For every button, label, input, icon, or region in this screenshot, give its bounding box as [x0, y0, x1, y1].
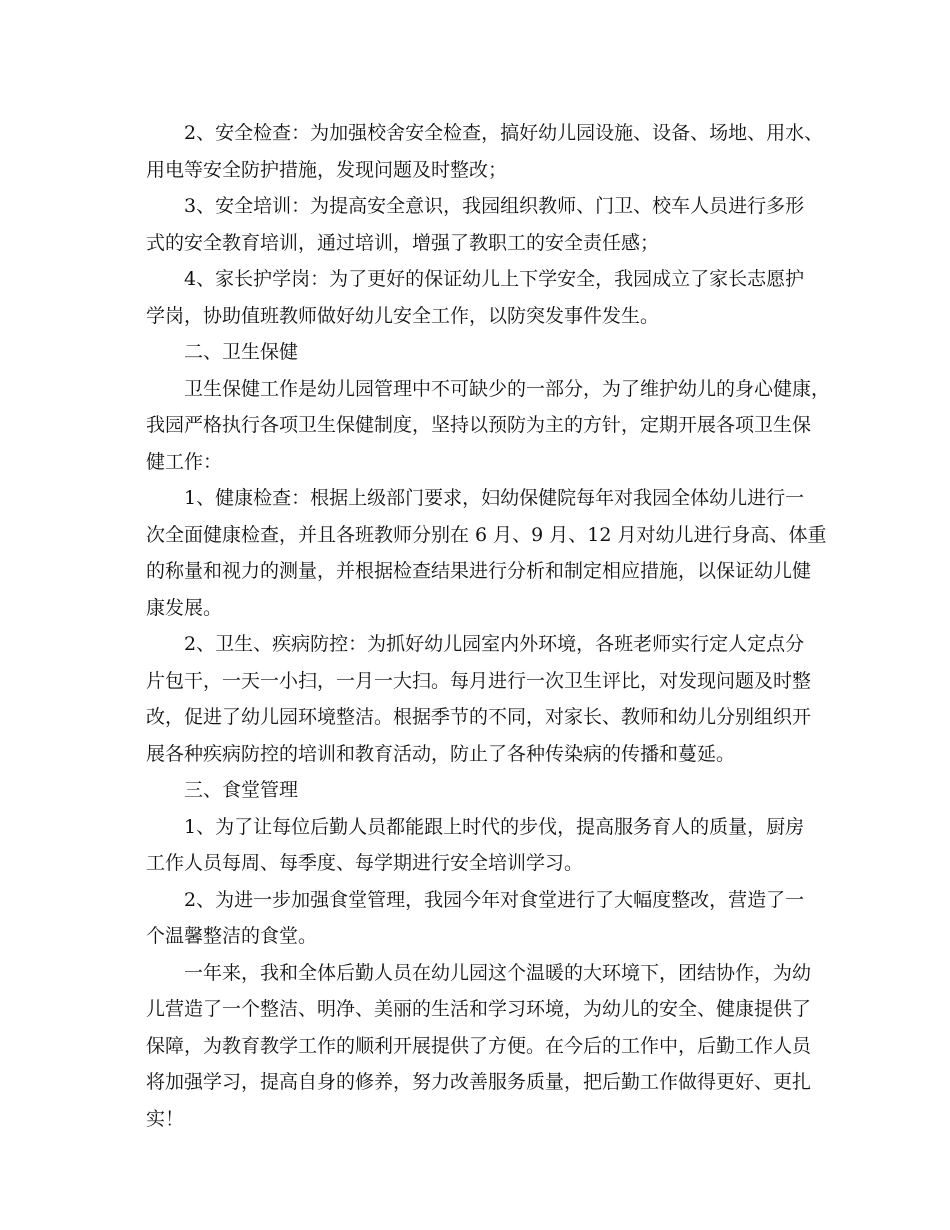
paragraph-canteen-training-line-2: 工作人员每周、每季度、每学期进行安全培训学习。 — [146, 852, 584, 874]
paragraph-summary-line-4: 将加强学习，提高自身的修养，努力改善服务质量，把后勤工作做得更好、更扎 — [146, 1071, 812, 1093]
document-body — [146, 115, 831, 1137]
section-heading-canteen: 三、食堂管理 — [184, 779, 299, 801]
paragraph-canteen-rectify-line-1: 2、为进一步加强食堂管理，我园今年对食堂进行了大幅度整改，营造了一 — [184, 888, 805, 911]
paragraph-parent-guard-line-1: 4、家长护学岗：为了更好的保证幼儿上下学安全，我园成立了家长志愿护 — [184, 268, 805, 290]
paragraph-safety-inspection-line-1: 2、安全检查：为加强校舍安全检查，搞好幼儿园设施、设备、场地、用水、 — [184, 122, 824, 144]
paragraph-health-check-line-1: 1、健康检查：根据上级部门要求，妇幼保健院每年对我园全体幼儿进行一 — [184, 487, 805, 509]
paragraph-disease-control-line-3: 改，促进了幼儿园环境整洁。根据季节的不同，对家长、教师和幼儿分别组织开 — [146, 706, 812, 728]
paragraph-parent-guard-line-2: 学岗，协助值班教师做好幼儿安全工作，以防突发事件发生。 — [146, 304, 660, 327]
paragraph-health-check-line-3: 的称量和视力的测量，并根据检查结果进行分析和制定相应措施，以保证幼儿健 — [146, 560, 812, 582]
paragraph-disease-control-line-4: 展各种疾病防控的培训和教育活动，防止了各种传染病的传播和蔓延。 — [146, 742, 736, 765]
paragraph-health-intro-line-1: 卫生保健工作是幼儿园管理中不可缺少的一部分，为了维护幼儿的身心健康， — [184, 377, 831, 400]
paragraph-summary-line-2: 儿营造了一个整洁、明净、美丽的生活和学习环境，为幼儿的安全、健康提供了 — [146, 998, 812, 1020]
paragraph-health-check-line-4: 康发展。 — [146, 596, 223, 619]
paragraph-disease-control-line-2: 片包干，一天一小扫，一月一大扫。每月进行一次卫生评比，对发现问题及时整 — [146, 669, 812, 692]
paragraph-safety-inspection-line-2: 用电等安全防护措施，发现问题及时整改； — [146, 158, 508, 181]
paragraph-health-intro-line-3: 健工作： — [146, 450, 223, 473]
paragraph-safety-training-line-1: 3、安全培训：为提高安全意识，我园组织教师、门卫、校车人员进行多形 — [184, 195, 805, 217]
paragraph-canteen-training-line-1: 1、为了让每位后勤人员都能跟上时代的步伐，提高服务育人的质量，厨房 — [184, 815, 805, 838]
paragraph-safety-training-line-2: 式的安全教育培训，通过培训，增强了教职工的安全责任感； — [146, 231, 660, 254]
section-heading-health-care: 二、卫生保健 — [184, 341, 299, 363]
paragraph-health-intro-line-2: 我园严格执行各项卫生保健制度，坚持以预防为主的方针，定期开展各项卫生保 — [146, 414, 812, 436]
paragraph-disease-control-line-1: 2、卫生、疾病防控：为抓好幼儿园室内外环境，各班老师实行定人定点分 — [184, 633, 805, 655]
paragraph-canteen-rectify-line-2: 个温馨整洁的食堂。 — [146, 925, 318, 947]
paragraph-summary-line-1: 一年来，我和全体后勤人员在幼儿园这个温暖的大环境下，团结协作，为幼 — [184, 961, 812, 984]
paragraph-health-check-line-2: 次全面健康检查，并且各班教师分别在 6 月、9 月、12 月对幼儿进行身高、体重 — [146, 523, 827, 546]
paragraph-summary-line-5: 实！ — [146, 1107, 185, 1130]
paragraph-summary-line-3: 保障，为教育教学工作的顺利开展提供了方便。在今后的工作中，后勤工作人员 — [146, 1034, 812, 1057]
